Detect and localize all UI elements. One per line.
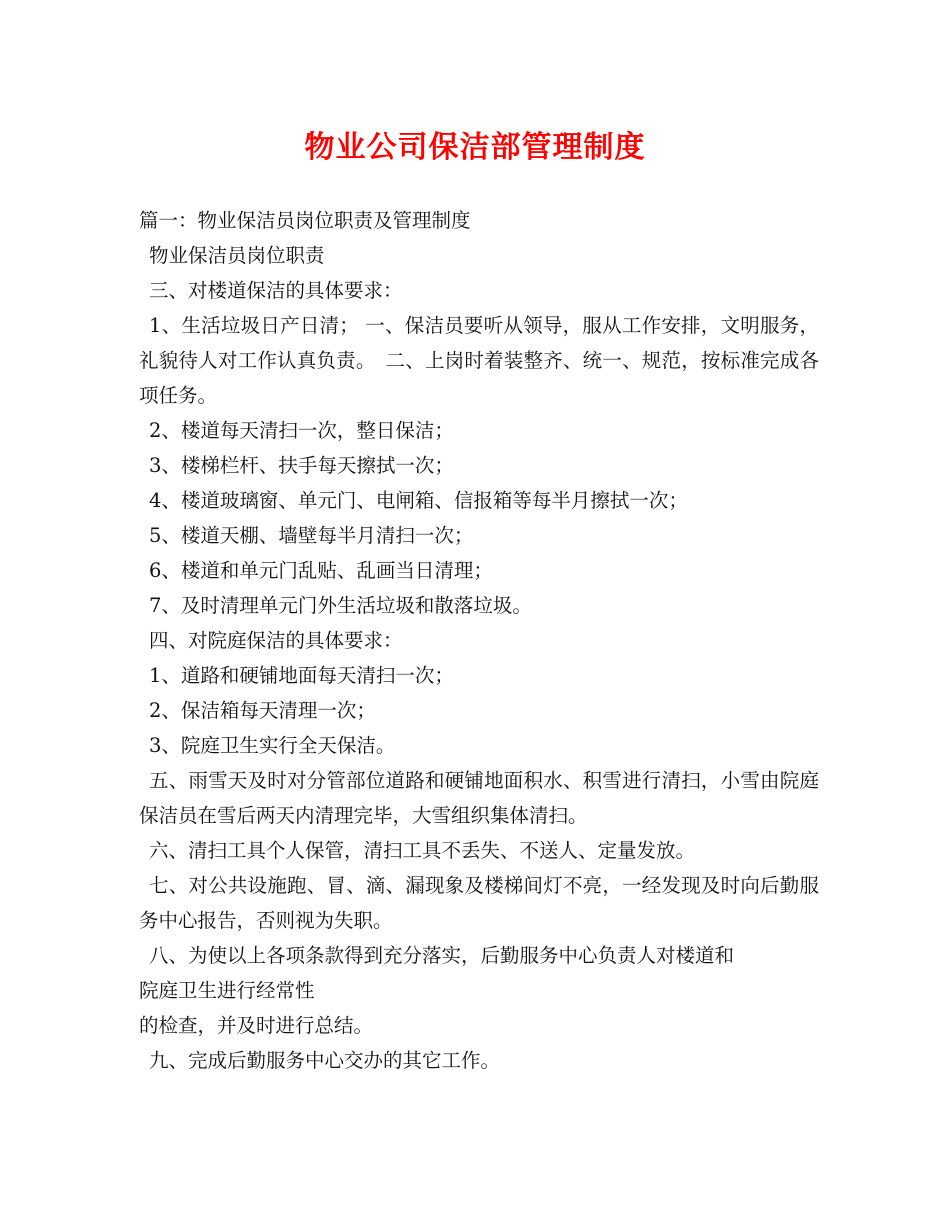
list-item: 3、院庭卫生实行全天保洁。 [149,734,396,757]
document-title: 物业公司保洁部管理制度 [304,130,646,165]
paragraph-line: 八、为使以上各项条款得到充分落实，后勤服务中心负责人对楼道和 [149,944,735,967]
list-item: 六、清扫工具个人保管，清扫工具不丢失、不送人、定量发放。 [149,839,696,862]
list-item: 2、楼道每天清扫一次，整日保洁； [149,419,454,442]
subheading: 物业保洁员岗位职责 [149,244,325,267]
list-item: 6、楼道和单元门乱贴、乱画当日清理； [149,559,493,582]
paragraph: 七、对公共设施跑、冒、滴、漏现象及楼梯间灯不亮，一经发现及时向后勤服务中心报告，否则视为失职。 [139,874,819,932]
list-item: 7、及时清理单元门外生活垃圾和散落垃圾。 [149,594,532,617]
section-heading: 篇一：物业保洁员岗位职责及管理制度 [139,209,471,232]
list-item: 1、道路和硬铺地面每天清扫一次； [149,664,454,687]
list-item: 5、楼道天棚、墙壁每半月清扫一次； [149,524,474,547]
list-heading: 三、对楼道保洁的具体要求： [149,279,403,302]
list-item: 4、楼道玻璃窗、单元门、电闸箱、信报箱等每半月擦拭一次； [149,489,688,512]
paragraph: 五、雨雪天及时对分管部位道路和硬铺地面积水、积雪进行清扫，小雪由院庭保洁员在雪后两天内清理完毕，大雪组织集体清扫。 [139,769,819,827]
list-item: 2、保洁箱每天清理一次； [149,699,376,722]
paragraph: 1、生活垃圾日产日清； 一、保洁员要听从领导，服从工作安排，文明服务，礼貌待人对工作认真负责。 二、上岗时着装整齐、统一、规范，按标准完成各项任务。 [139,314,819,407]
document-body [139,203,819,1078]
list-heading: 四、对院庭保洁的具体要求： [149,629,403,652]
list-item: 3、楼梯栏杆、扶手每天擦拭一次； [149,454,454,477]
paragraph-line: 的检查，并及时进行总结。 [139,1014,374,1037]
paragraph-line: 院庭卫生进行经常性 [139,979,315,1002]
list-item: 九、完成后勤服务中心交办的其它工作。 [149,1049,501,1072]
